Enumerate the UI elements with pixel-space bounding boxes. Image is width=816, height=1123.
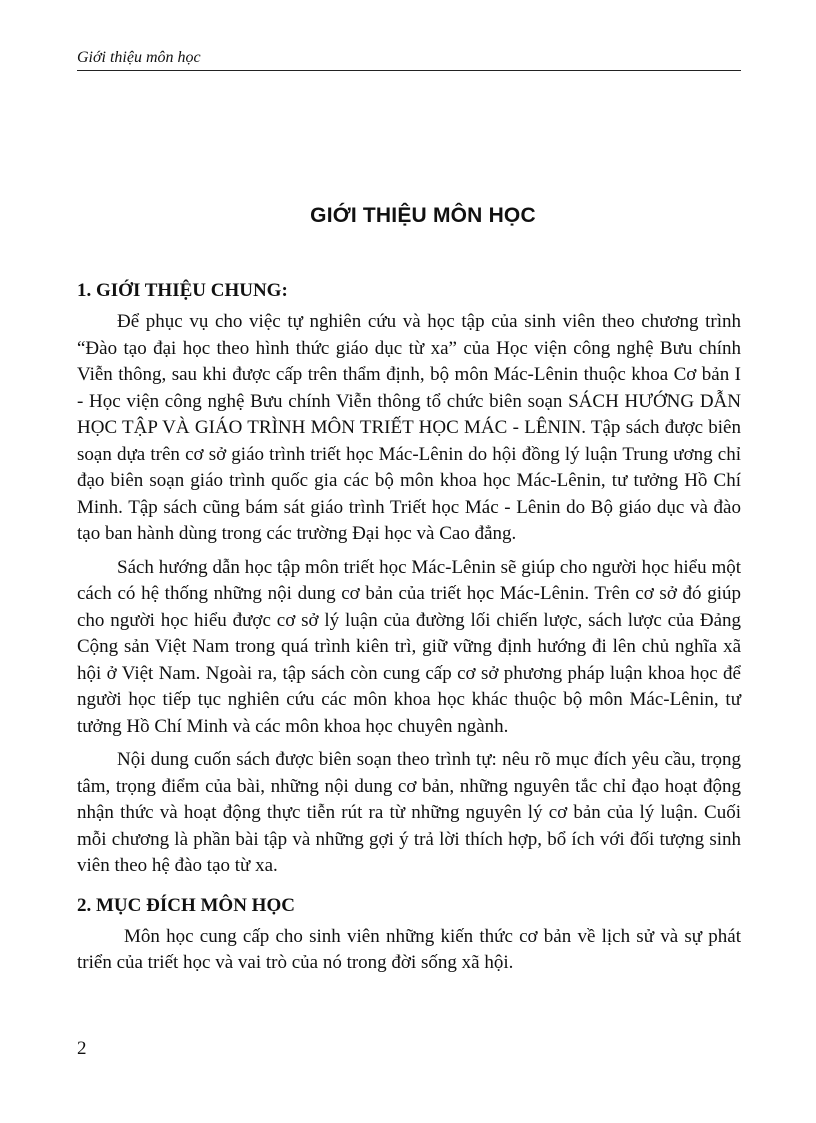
page-content [77,277,741,984]
section-course-purpose [77,892,741,977]
section-general-introduction [77,277,741,880]
section-heading: 2. MỤC ĐÍCH MÔN HỌC [77,894,295,916]
paragraph: Môn học cung cấp cho sinh viên những kiến thức cơ bản về lịch sử và sự phát triển của triết học và vai trò của nó trong đời sống xã hội. [77,925,741,973]
running-header [77,48,741,71]
section-heading: 1. GIỚI THIỆU CHUNG: [77,280,288,301]
paragraph: Nội dung cuốn sách được biên soạn theo trình tự: nêu rõ mục đích yêu cầu, trọng tâm, trọng điểm của bài, những nội dung cơ bản, những nguyên tắc chỉ đạo hoạt động nhận thức và hoạt động thực tiễn rút ra từ những nguyên lý cơ bản của lý luận. Cuối mỗi chương là phần bài tập và những gợi ý trả lời thích hợp, bổ ích với đối tượng sinh viên theo hệ đào tạo từ xa. [77,749,741,876]
paragraph: Sách hướng dẫn học tập môn triết học Mác-Lênin sẽ giúp cho người học hiểu một cách có hệ thống những nội dung cơ bản của triết học Mác-Lênin. Trên cơ sở đó giúp cho người học hiểu được cơ sở lý luận của đường lối chiến lược, sách lược của Đảng Cộng sản Việt Nam trong quá trình kiên trì, giữ vững định hướng đi lên chủ nghĩa xã hội ở Việt Nam. Ngoài ra, tập sách còn cung cấp cơ sở phương pháp luận khoa học để người học tiếp tục nghiên cứu các môn khoa học khác thuộc bộ môn Mác-Lênin, tư tưởng Hồ Chí Minh và các môn khoa học chuyên ngành. [77,556,741,737]
page-title: GIỚI THIỆU MÔN HỌC [310,204,536,227]
page-number: 2 [77,1038,87,1059]
header-text: Giới thiệu môn học [77,49,201,66]
paragraph: Để phục vụ cho việc tự nghiên cứu và học tập của sinh viên theo chương trình “Đào tạo đại học theo hình thức giáo dục từ xa” của Học viện công nghệ Bưu chính Viễn thông, sau khi được cấp trên thẩm định, bộ môn Mác-Lênin thuộc khoa Cơ bản I - Học viện công nghệ Bưu chính Viễn thông tổ chức biên soạn SÁCH HƯỚNG DẪN HỌC TẬP VÀ GIÁO TRÌNH MÔN TRIẾT HỌC MÁC - LÊNIN. Tập sách được biên soạn dựa trên cơ sở giáo trình triết học Mác-Lênin do hội đồng lý luận Trung ương chỉ đạo biên soạn giáo trình quốc gia các bộ môn khoa học Mác-Lênin, tư tưởng Hồ Chí Minh. Tập sách cũng bám sát giáo trình Triết học Mác - Lênin do Bộ giáo dục và đào tạo ban hành dùng trong các trường Đại học và Cao đẳng. [77,311,741,544]
